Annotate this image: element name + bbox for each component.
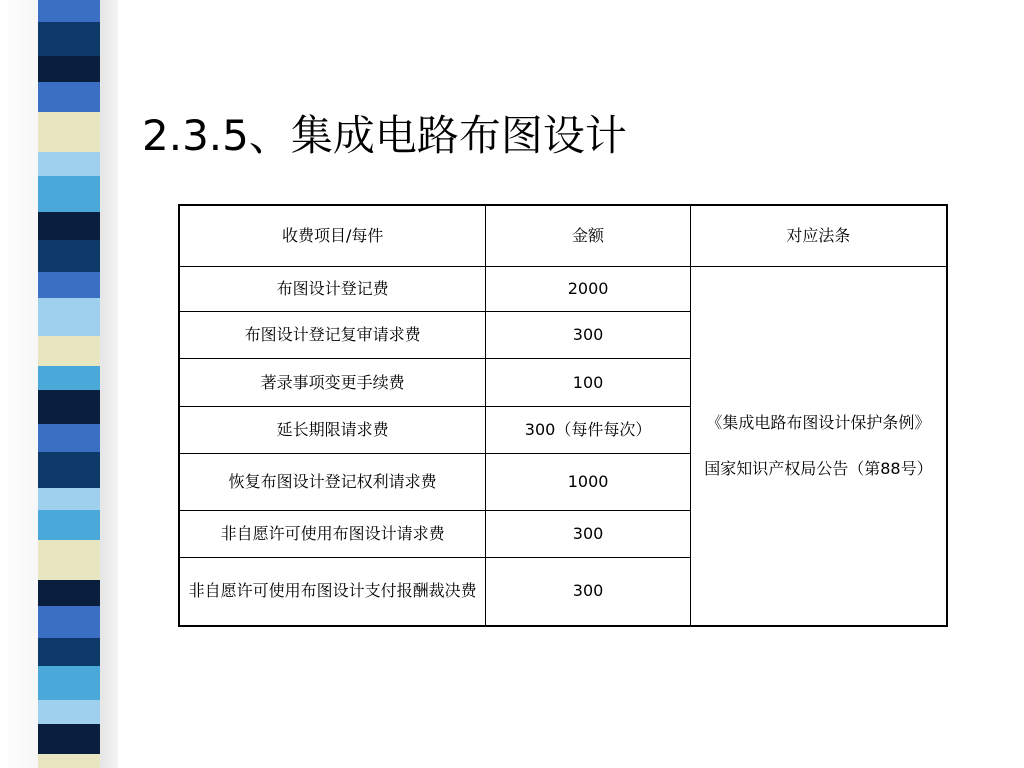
strip-band bbox=[38, 240, 100, 272]
strip-band bbox=[38, 540, 100, 580]
law-announcement: 国家知识产权局公告（第88号） bbox=[704, 458, 933, 478]
strip-band bbox=[38, 754, 100, 768]
cell-item: 著录事项变更手续费 bbox=[179, 359, 486, 407]
slide-title: 2.3.5、集成电路布图设计 bbox=[142, 111, 627, 160]
strip-band bbox=[38, 112, 100, 152]
cell-amount: 300 bbox=[486, 558, 691, 626]
strip-band bbox=[38, 212, 100, 240]
strip-band bbox=[38, 580, 100, 606]
cell-amount: 1000 bbox=[486, 454, 691, 511]
decorative-strip bbox=[38, 0, 100, 768]
strip-band bbox=[38, 452, 100, 488]
cell-item: 布图设计登记复审请求费 bbox=[179, 312, 486, 359]
strip-band bbox=[38, 666, 100, 700]
strip-band bbox=[38, 366, 100, 390]
header-amount: 金额 bbox=[486, 205, 691, 267]
strip-band bbox=[38, 272, 100, 298]
strip-band bbox=[38, 488, 100, 510]
strip-graphic bbox=[38, 0, 100, 768]
cell-item: 非自愿许可使用布图设计请求费 bbox=[179, 511, 486, 558]
fee-table bbox=[178, 204, 948, 627]
cell-item: 非自愿许可使用布图设计支付报酬裁决费 bbox=[179, 558, 486, 626]
strip-band bbox=[38, 152, 100, 176]
cell-amount: 100 bbox=[486, 359, 691, 407]
strip-band bbox=[38, 56, 100, 82]
strip-band bbox=[38, 724, 100, 754]
cell-item: 恢复布图设计登记权利请求费 bbox=[179, 454, 486, 511]
cell-law bbox=[690, 267, 947, 626]
strip-band bbox=[38, 424, 100, 452]
table-row bbox=[179, 267, 947, 312]
header-law: 对应法条 bbox=[690, 205, 947, 267]
strip-band bbox=[38, 176, 100, 212]
strip-band bbox=[38, 22, 100, 56]
law-regulation: 《集成电路布图设计保护条例》 bbox=[706, 412, 931, 432]
strip-band bbox=[38, 336, 100, 366]
table-header-row bbox=[179, 205, 947, 267]
strip-band bbox=[38, 510, 100, 540]
strip-band bbox=[38, 82, 100, 112]
strip-band bbox=[38, 390, 100, 424]
law-gap bbox=[699, 434, 938, 458]
cell-amount: 300 bbox=[486, 511, 691, 558]
header-item: 收费项目/每件 bbox=[179, 205, 486, 267]
cell-item: 布图设计登记费 bbox=[179, 267, 486, 312]
cell-amount: 300 bbox=[486, 312, 691, 359]
cell-amount: 300（每件每次） bbox=[486, 407, 691, 454]
strip-band bbox=[38, 298, 100, 336]
cell-amount: 2000 bbox=[486, 267, 691, 312]
cell-item: 延长期限请求费 bbox=[179, 407, 486, 454]
strip-band bbox=[38, 606, 100, 638]
strip-band bbox=[38, 700, 100, 724]
strip-band bbox=[38, 0, 100, 22]
strip-band bbox=[38, 638, 100, 666]
